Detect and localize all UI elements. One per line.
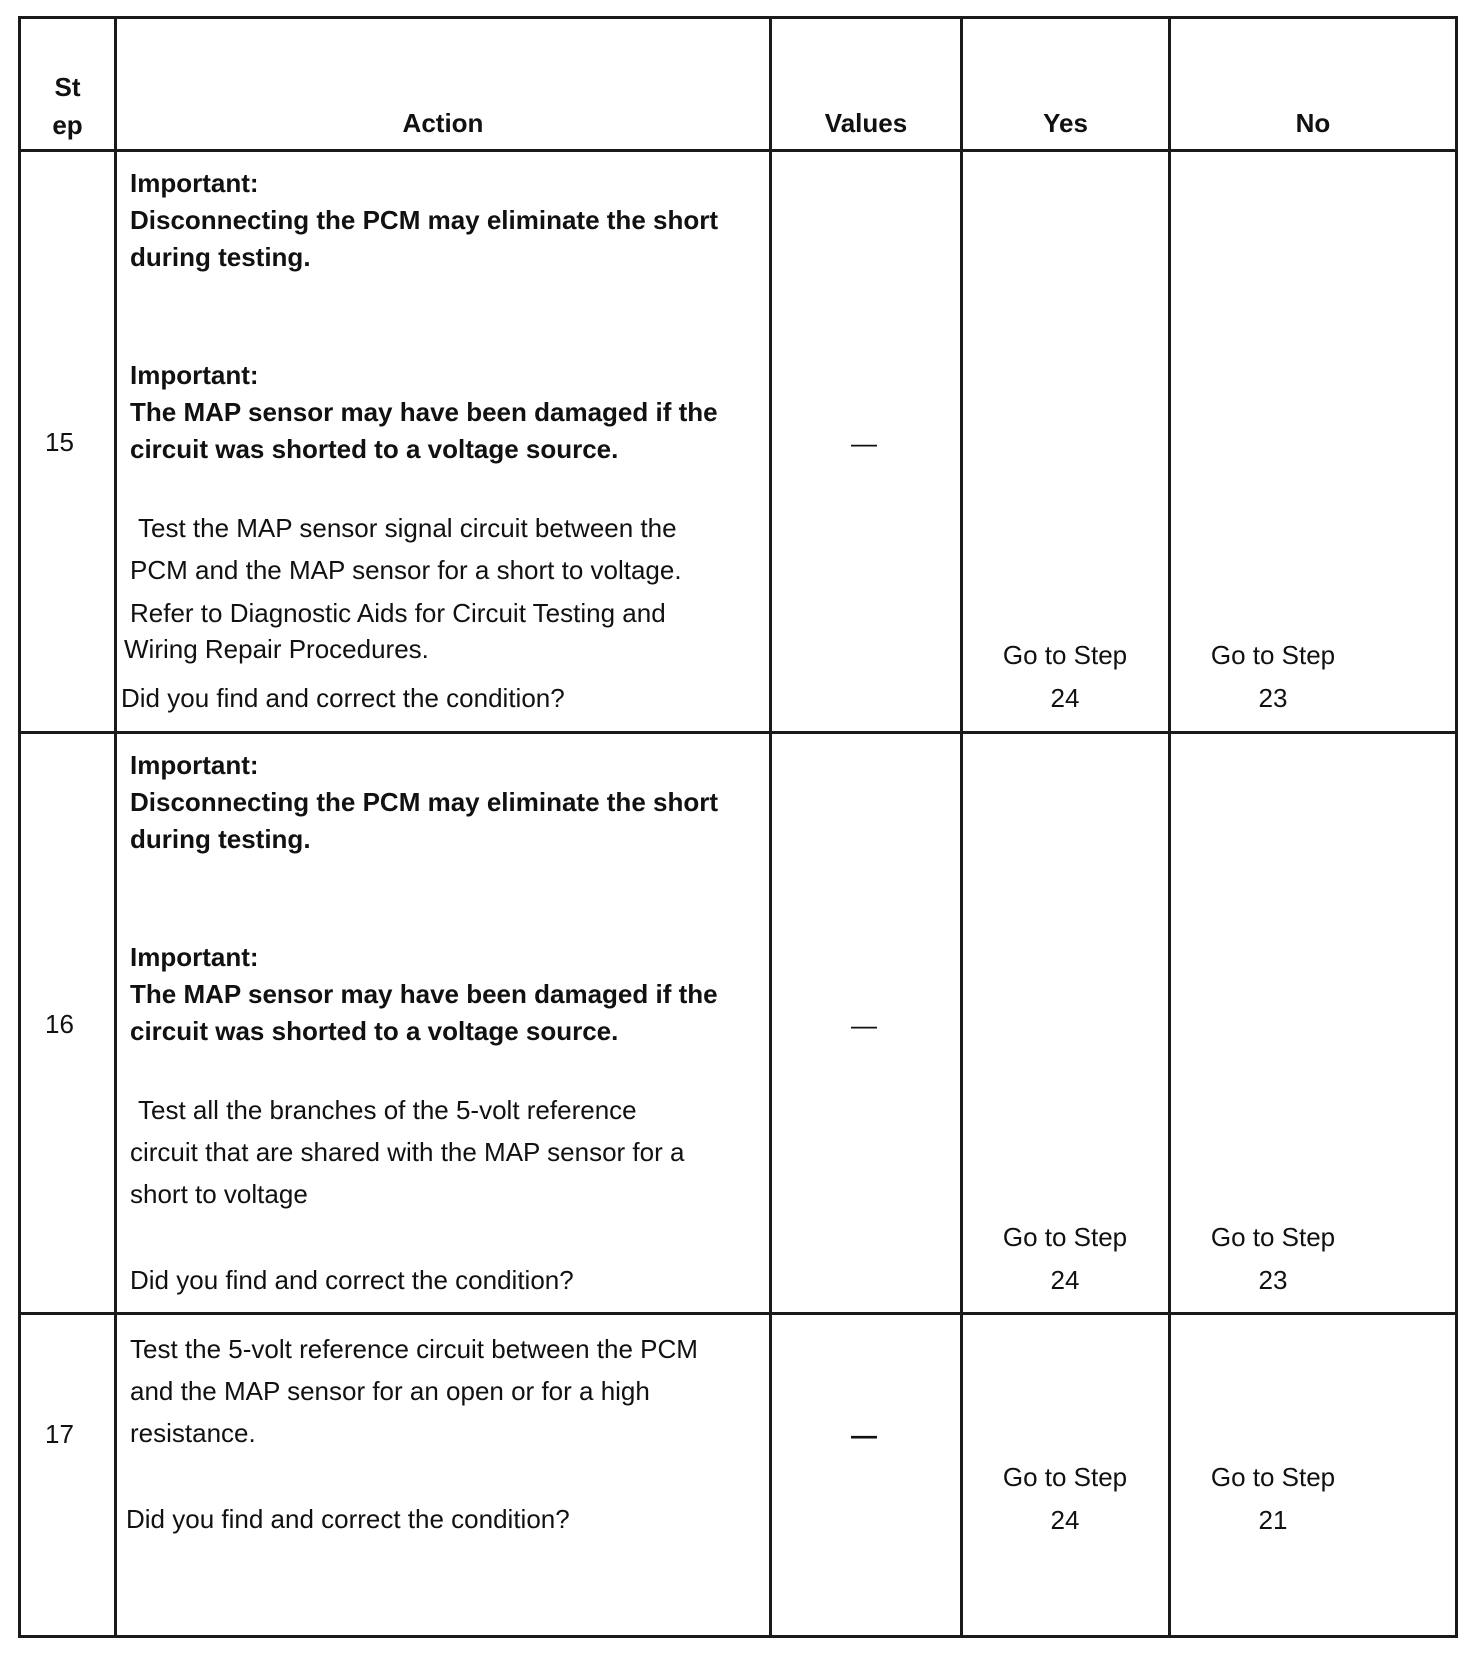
- row-divider: [18, 731, 1458, 734]
- important-label: Important:: [130, 750, 259, 780]
- question-text: Did you find and correct the condition?: [130, 1265, 574, 1295]
- important-text: The MAP sensor may have been damaged if the: [130, 979, 718, 1009]
- goto-label: Go to Step: [1002, 640, 1128, 670]
- column-divider: [1168, 16, 1171, 1638]
- important-text: during testing.: [130, 824, 311, 854]
- yes-goto: [960, 634, 1170, 720]
- action-text: and the MAP sensor for an open or for a high: [130, 1376, 650, 1406]
- table-border: [1455, 16, 1458, 1638]
- value-dash: —: [851, 1010, 877, 1040]
- action-text: Refer to Diagnostic Aids for Circuit Testing and: [130, 598, 666, 628]
- goto-label: Go to Step: [1210, 640, 1336, 670]
- goto-label: Go to Step: [1002, 1462, 1128, 1492]
- action-text: Test all the branches of the 5-volt reference: [138, 1095, 637, 1125]
- no-goto: [1168, 1456, 1378, 1542]
- step-number: 15: [45, 427, 74, 457]
- important-label: Important:: [130, 942, 259, 972]
- yes-goto: [960, 1456, 1170, 1542]
- header-values: Values: [824, 108, 908, 138]
- column-divider: [960, 16, 963, 1638]
- value-dash: —: [851, 1420, 877, 1450]
- value-dash: —: [851, 428, 877, 458]
- action-text: resistance.: [130, 1418, 256, 1448]
- goto-step: 23: [1258, 1265, 1288, 1295]
- question-text: Did you find and correct the condition?: [121, 683, 565, 713]
- important-text: Disconnecting the PCM may eliminate the short: [130, 205, 718, 235]
- goto-label: Go to Step: [1210, 1222, 1336, 1252]
- no-goto: [1168, 634, 1378, 720]
- header-step: [21, 68, 114, 144]
- no-goto: [1168, 1216, 1378, 1302]
- action-text: PCM and the MAP sensor for a short to voltage.: [130, 555, 682, 585]
- row-divider: [18, 149, 1458, 152]
- important-text: circuit was shorted to a voltage source.: [130, 1016, 619, 1046]
- action-text: short to voltage: [130, 1179, 308, 1209]
- action-text: Wiring Repair Procedures.: [124, 634, 429, 664]
- goto-step: 21: [1258, 1505, 1288, 1535]
- goto-label: Go to Step: [1002, 1222, 1128, 1252]
- action-text: circuit that are shared with the MAP sensor for a: [130, 1137, 685, 1167]
- step-number: 17: [45, 1419, 74, 1449]
- table-border: [18, 16, 21, 1638]
- important-text: circuit was shorted to a voltage source.: [130, 434, 619, 464]
- goto-step: 24: [1050, 683, 1080, 713]
- important-text: Disconnecting the PCM may eliminate the short: [130, 787, 718, 817]
- header-yes: Yes: [1043, 108, 1088, 138]
- important-label: Important:: [130, 168, 259, 198]
- important-text: during testing.: [130, 242, 311, 272]
- row-divider: [18, 1312, 1458, 1315]
- header-step-line1: St: [54, 72, 81, 102]
- table-border: [18, 1635, 1458, 1638]
- diagnostic-table: [18, 16, 1458, 1638]
- yes-goto: [960, 1216, 1170, 1302]
- goto-step: 23: [1258, 683, 1288, 713]
- important-text: The MAP sensor may have been damaged if the: [130, 397, 718, 427]
- column-divider: [114, 16, 117, 1638]
- step-number: 16: [45, 1009, 74, 1039]
- action-text: Test the MAP sensor signal circuit between the: [138, 513, 677, 543]
- header-no: No: [1295, 108, 1331, 138]
- header-action: Action: [402, 108, 484, 138]
- goto-label: Go to Step: [1210, 1462, 1336, 1492]
- column-divider: [769, 16, 772, 1638]
- header-step-line2: ep: [52, 110, 83, 140]
- goto-step: 24: [1050, 1265, 1080, 1295]
- important-label: Important:: [130, 360, 259, 390]
- goto-step: 24: [1050, 1505, 1080, 1535]
- table-border: [18, 16, 1458, 19]
- question-text: Did you find and correct the condition?: [126, 1504, 570, 1534]
- action-text: Test the 5-volt reference circuit between the PCM: [130, 1334, 698, 1364]
